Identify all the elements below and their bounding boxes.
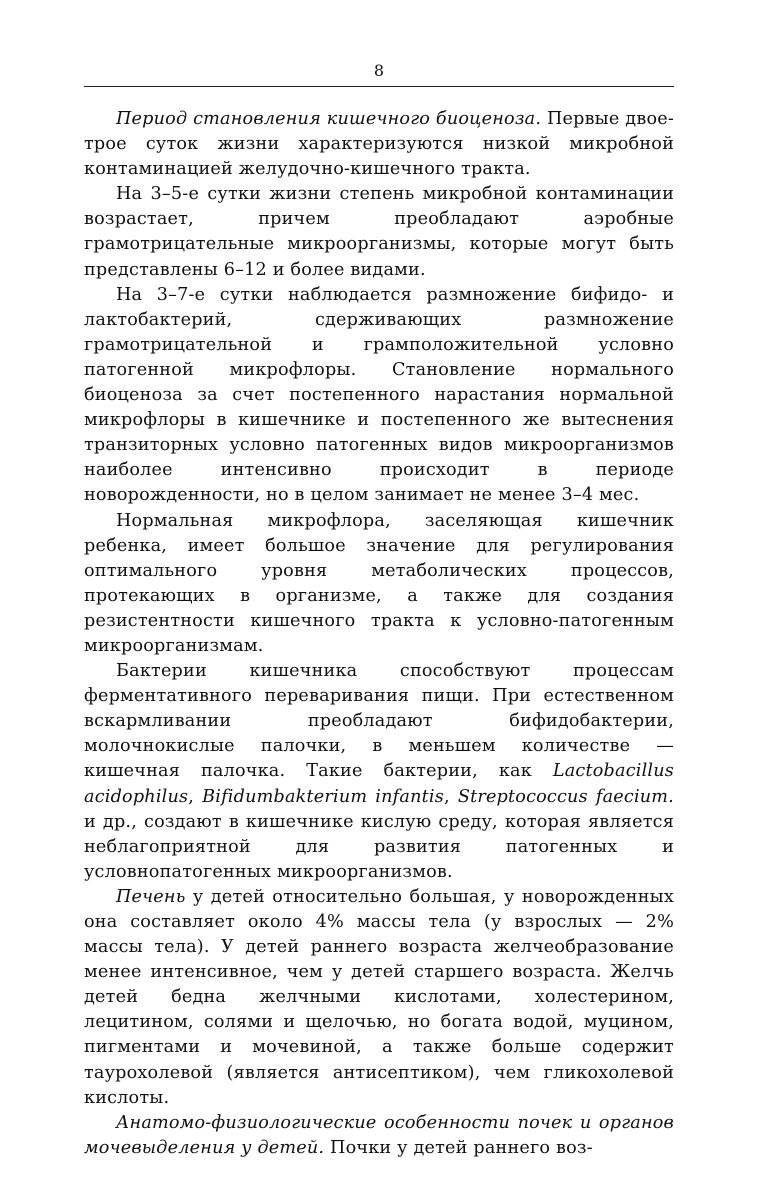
term-liver: Печень	[116, 886, 186, 907]
paragraph-biocenosis-period	[84, 107, 674, 182]
species-name: Lactobacillus acidophilus	[84, 761, 674, 807]
paragraph-text: Первые двое-трое суток жизни характеризуются низкой микробной контаминацией желудочно-кишечного тракта.	[84, 109, 674, 180]
paragraph-normal-microflora: Нормальная микрофлора, заселяющая кишечник ребенка, имеет большое значение для регулирования оптимального уровня метаболических процессов, протекающих в организме, а также для создания резистентности кишечного тракта к условно-патогенным микроорганизмам.	[84, 510, 674, 656]
paragraph-text: у детей относительно большая, у новорожденных она составляет около 4% массы тела (у взрослых — 2% массы тела). У детей раннего возраста желчеобразование менее интенсивное, чем у детей старшего возраста. Желчь детей бедна желчными кислотами, холестерином, лецитином, солями и щелочью, но богата водой, муцином, пигментами и мочевиной, а также больше содержит таурохолевой (является антисептиком), чем гликохолевой кислоты.	[84, 886, 674, 1108]
paragraph-liver	[84, 885, 674, 1111]
page-header	[84, 58, 674, 87]
section-heading-biocenosis: Период становления кишечного биоценоза.	[116, 109, 542, 129]
paragraph-text: Почки у детей раннего воз-	[324, 1137, 593, 1158]
paragraph-kidneys	[84, 1111, 674, 1161]
paragraph-days-3-5: На 3–5-е сутки жизни степень микробной контаминации возрастает, причем преобладают аэробные грамотрицательные микроорганизмы, которые могут быть представлены 6–12 и более видами.	[84, 184, 674, 280]
page-number: 8	[373, 61, 385, 80]
species-name: Bifidumbakterium infantis	[202, 786, 444, 807]
book-page	[84, 58, 674, 1161]
paragraph-text: Бактерии кишечника способствуют процессам ферментативного переваривания пищи. При естественном вскармливании преобладают бифидобактерии, молочнокислые палочки, в меньшем количестве — кишечная палочка. Такие бактерии, как	[84, 661, 674, 782]
paragraph-intestinal-bacteria: Бактерии кишечника способствуют процессам ферментативного переваривания пищи. При естественном вскармливании преобладают бифидобактерии, молочнокислые палочки, в меньшем количестве — кишечная палочка. Такие бактерии, как Lactobacillus acidophilus, Bifidumbakterium infantis, Streptococcus faecium. и др., создают в кишечнике кислую среду, которая является неблагоприятной для развития патогенных и условнопатогенных микроорганизмов.	[84, 661, 674, 882]
page-body	[84, 107, 674, 1161]
paragraph-days-3-7: На 3–7-е сутки наблюдается размножение бифидо- и лактобактерий, сдерживающих размножение грамотрицательной и грамположительной условно патогенной микрофлоры. Становление нормального биоценоза за счет постепенного нарастания нормальной микрофлоры в кишечнике и постепенного же вытеснения транзиторных условно патогенных видов микроорганизмов наиболее интенсивно происходит в периоде новорожденности, но в целом занимает не менее 3–4 мес.	[84, 284, 674, 506]
section-heading-kidneys: Анатомо-физиологические особенности почек и органов мочевыделения у детей.	[84, 1112, 674, 1158]
paragraph-text: и др., создают в кишечнике кислую среду, которая является неблагоприятной для развития патогенных и условнопатогенных микроорганизмов.	[84, 811, 674, 882]
species-name: Streptococcus faecium.	[457, 786, 674, 807]
